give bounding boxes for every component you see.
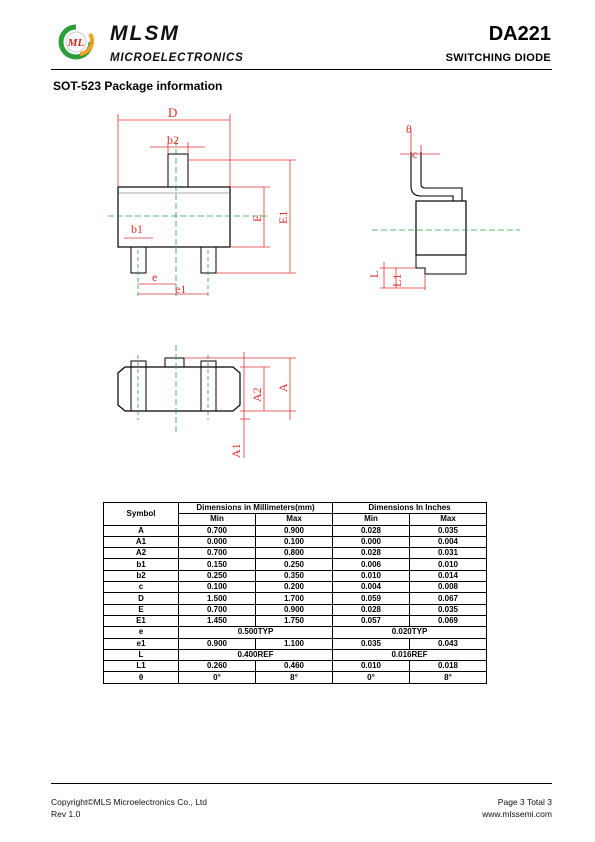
cell-in-max: 0.067 bbox=[410, 593, 487, 604]
top-view bbox=[108, 105, 296, 296]
label-E: E bbox=[250, 214, 264, 222]
mm-header: Dimensions in Millimeters(mm) bbox=[179, 503, 333, 514]
cell-in-max: 0.043 bbox=[410, 638, 487, 649]
cell-symbol: θ bbox=[104, 672, 179, 683]
table-row bbox=[104, 672, 487, 683]
cell-symbol: c bbox=[104, 582, 179, 593]
label-A: A bbox=[276, 383, 290, 392]
copyright-text: Copyright©MLS Microelectronics Co., Ltd bbox=[51, 797, 208, 807]
cell-mm-span: 0.400REF bbox=[179, 649, 333, 660]
bottom-left-lead bbox=[131, 247, 146, 273]
table-row bbox=[104, 593, 487, 604]
table-row bbox=[104, 559, 487, 570]
cell-in-min: 0° bbox=[333, 672, 410, 683]
brand-subtitle: MICROELECTRONICS bbox=[110, 52, 244, 64]
table-row bbox=[104, 570, 487, 581]
brand-name: MLSM bbox=[110, 22, 180, 45]
cell-in-min: 0.028 bbox=[333, 604, 410, 615]
table-row bbox=[104, 582, 487, 593]
label-A1: A1 bbox=[229, 443, 243, 458]
label-theta: θ bbox=[406, 122, 412, 136]
label-b2: b2 bbox=[167, 133, 179, 147]
table-row bbox=[104, 649, 487, 660]
cell-mm-min: 0.150 bbox=[179, 559, 256, 570]
cell-mm-max: 1.700 bbox=[256, 593, 333, 604]
label-e: e bbox=[152, 270, 158, 284]
cell-in-span: 0.016REF bbox=[333, 649, 487, 660]
cell-mm-max: 0.100 bbox=[256, 536, 333, 547]
cell-symbol: L bbox=[104, 649, 179, 660]
cell-symbol: L1 bbox=[104, 661, 179, 672]
cell-in-min: 0.010 bbox=[333, 570, 410, 581]
cell-in-max: 8° bbox=[410, 672, 487, 683]
label-L1: L1 bbox=[390, 273, 404, 287]
table-row bbox=[104, 638, 487, 649]
cell-mm-max: 0.460 bbox=[256, 661, 333, 672]
cell-mm-min: 0° bbox=[179, 672, 256, 683]
cell-in-max: 0.035 bbox=[410, 604, 487, 615]
table-row bbox=[104, 604, 487, 615]
cell-symbol: A2 bbox=[104, 548, 179, 559]
cell-in-max: 0.010 bbox=[410, 559, 487, 570]
cell-symbol: e1 bbox=[104, 638, 179, 649]
cell-symbol: E1 bbox=[104, 615, 179, 626]
side-body-outline bbox=[416, 201, 466, 255]
inch-header: Dimensions In Inches bbox=[333, 503, 487, 514]
cell-mm-min: 0.000 bbox=[179, 536, 256, 547]
cell-mm-min: 0.100 bbox=[179, 582, 256, 593]
cell-mm-min: 0.260 bbox=[179, 661, 256, 672]
cell-mm-min: 0.700 bbox=[179, 548, 256, 559]
mm-min-header: Min bbox=[179, 514, 256, 525]
cell-in-span: 0.020TYP bbox=[333, 627, 487, 638]
cell-symbol: b2 bbox=[104, 570, 179, 581]
mm-max-header: Max bbox=[256, 514, 333, 525]
section-title: SOT-523 Package information bbox=[53, 79, 223, 93]
front-body-outline bbox=[118, 367, 240, 411]
table-row bbox=[104, 627, 487, 638]
table-row bbox=[104, 525, 487, 536]
table-row bbox=[104, 615, 487, 626]
cell-mm-max: 1.100 bbox=[256, 638, 333, 649]
footer-divider bbox=[51, 783, 552, 784]
cell-in-min: 0.028 bbox=[333, 525, 410, 536]
symbol-header: Symbol bbox=[104, 503, 179, 526]
page-number: Page 3 Total 3 bbox=[497, 797, 552, 807]
cell-in-min: 0.010 bbox=[333, 661, 410, 672]
label-D: D bbox=[168, 105, 178, 120]
cell-mm-max: 1.750 bbox=[256, 615, 333, 626]
cell-mm-min: 0.700 bbox=[179, 604, 256, 615]
cell-in-min: 0.057 bbox=[333, 615, 410, 626]
label-e1: e1 bbox=[175, 282, 187, 296]
cell-symbol: b1 bbox=[104, 559, 179, 570]
cell-mm-max: 0.900 bbox=[256, 604, 333, 615]
cell-mm-min: 0.250 bbox=[179, 570, 256, 581]
cell-symbol: A bbox=[104, 525, 179, 536]
label-b1: b1 bbox=[131, 222, 143, 236]
cell-in-max: 0.069 bbox=[410, 615, 487, 626]
bottom-right-lead bbox=[201, 247, 216, 273]
label-c: c bbox=[412, 147, 418, 161]
cell-in-min: 0.035 bbox=[333, 638, 410, 649]
cell-mm-min: 1.450 bbox=[179, 615, 256, 626]
table-row bbox=[104, 536, 487, 547]
cell-mm-max: 0.250 bbox=[256, 559, 333, 570]
website-link[interactable]: www.mlssemi.com bbox=[482, 809, 552, 819]
cell-mm-max: 0.900 bbox=[256, 525, 333, 536]
dimension-table bbox=[103, 502, 487, 684]
cell-mm-max: 8° bbox=[256, 672, 333, 683]
revision-text: Rev 1.0 bbox=[51, 809, 81, 819]
cell-mm-min: 0.900 bbox=[179, 638, 256, 649]
cell-in-min: 0.059 bbox=[333, 593, 410, 604]
side-view bbox=[367, 122, 520, 290]
cell-mm-min: 0.700 bbox=[179, 525, 256, 536]
in-max-header: Max bbox=[410, 514, 487, 525]
cell-in-min: 0.004 bbox=[333, 582, 410, 593]
label-A2: A2 bbox=[250, 387, 264, 402]
part-number: DA221 bbox=[488, 23, 551, 45]
cell-symbol: D bbox=[104, 593, 179, 604]
label-E1: E1 bbox=[276, 210, 290, 224]
cell-in-max: 0.008 bbox=[410, 582, 487, 593]
label-L: L bbox=[367, 270, 381, 278]
cell-mm-max: 0.800 bbox=[256, 548, 333, 559]
cell-in-min: 0.000 bbox=[333, 536, 410, 547]
cell-symbol: E bbox=[104, 604, 179, 615]
cell-in-max: 0.004 bbox=[410, 536, 487, 547]
front-view bbox=[118, 345, 296, 458]
cell-mm-min: 1.500 bbox=[179, 593, 256, 604]
logo-text: ML bbox=[67, 37, 85, 49]
cell-mm-max: 0.350 bbox=[256, 570, 333, 581]
cell-in-min: 0.028 bbox=[333, 548, 410, 559]
table-row bbox=[104, 661, 487, 672]
cell-symbol: e bbox=[104, 627, 179, 638]
table-row bbox=[104, 548, 487, 559]
cell-symbol: A1 bbox=[104, 536, 179, 547]
cell-mm-max: 0.200 bbox=[256, 582, 333, 593]
cell-in-max: 0.031 bbox=[410, 548, 487, 559]
document-subtitle: SWITCHING DIODE bbox=[445, 52, 551, 64]
cell-in-min: 0.006 bbox=[333, 559, 410, 570]
cell-mm-span: 0.500TYP bbox=[179, 627, 333, 638]
cell-in-max: 0.014 bbox=[410, 570, 487, 581]
cell-in-max: 0.035 bbox=[410, 525, 487, 536]
in-min-header: Min bbox=[333, 514, 410, 525]
cell-in-max: 0.018 bbox=[410, 661, 487, 672]
top-lead-b2 bbox=[168, 154, 188, 187]
